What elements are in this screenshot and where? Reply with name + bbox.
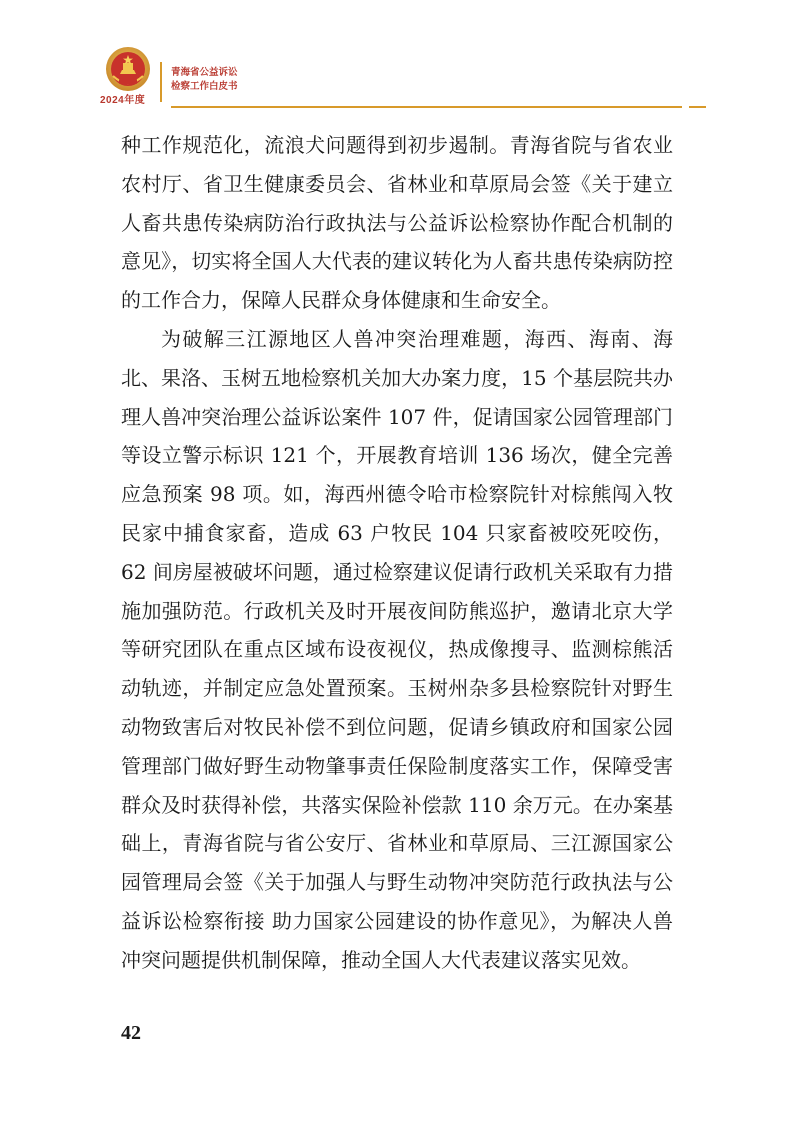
paragraph: 为破解三江源地区人兽冲突治理难题，海西、海南、海北、果洛、玉树五地检察机关加大办案力度，15 个基层院共办理人兽冲突治理公益诉讼案件 107 件，促请国家公园管理部门等设立警示标识 121 个，开展教育培训 136 场次，健全完善应急预案 98 项。如，海西州德令哈市检察院针对棕熊闯入牧民家中捕食家畜，造成 63 户牧民 104 只家畜被咬死咬伤，62 间房屋被破坏问题，通过检察建议促请行政机关采取有力措施加强防范。行政机关及时开展夜间防熊巡护，邀请北京大学等研究团队在重点区域布设夜视仪，热成像搜寻、监测棕熊活动轨迹，并制定应急处置预案。玉树州杂多县检察院针对野生动物致害后对牧民补偿不到位问题，促请乡镇政府和国家公园管理部门做好野生动物肇事责任保险制度落实工作，保障受害群众及时获得补偿，共落实保险补偿款 110 余万元。在办案基础上，青海省院与省公安厅、省林业和草原局、三江源国家公园管理局会签《关于加强人与野生动物冲突防范行政执法与公益诉讼检察衔接 助力国家公园建设的协作意见》，为解决人兽冲突问题提供机制保障，推动全国人大代表建议落实见效。 [121, 326, 673, 972]
header-divider [160, 62, 162, 102]
brand-line-1: 青海省公益诉讼 [171, 67, 238, 78]
page-header [0, 0, 794, 120]
header-rule-accent [689, 106, 706, 108]
brand-title [171, 66, 238, 94]
body-text [121, 126, 673, 980]
brand-line-2: 检察工作白皮书 [171, 81, 238, 92]
paragraph: 种工作规范化，流浪犬问题得到初步遏制。青海省院与省农业农村厅、省卫生健康委员会、省林业和草原局会签《关于建立人畜共患传染病防治行政执法与公益诉讼检察协作配合机制的意见》，切实将全国人大代表的建议转化为人畜共患传染病防控的工作合力，保障人民群众身体健康和生命安全。 [121, 133, 673, 313]
procuratorate-emblem-icon [105, 46, 151, 92]
year-label: 2024年度 [100, 95, 146, 106]
header-rule [171, 106, 682, 108]
page-number: 42 [121, 1022, 141, 1044]
